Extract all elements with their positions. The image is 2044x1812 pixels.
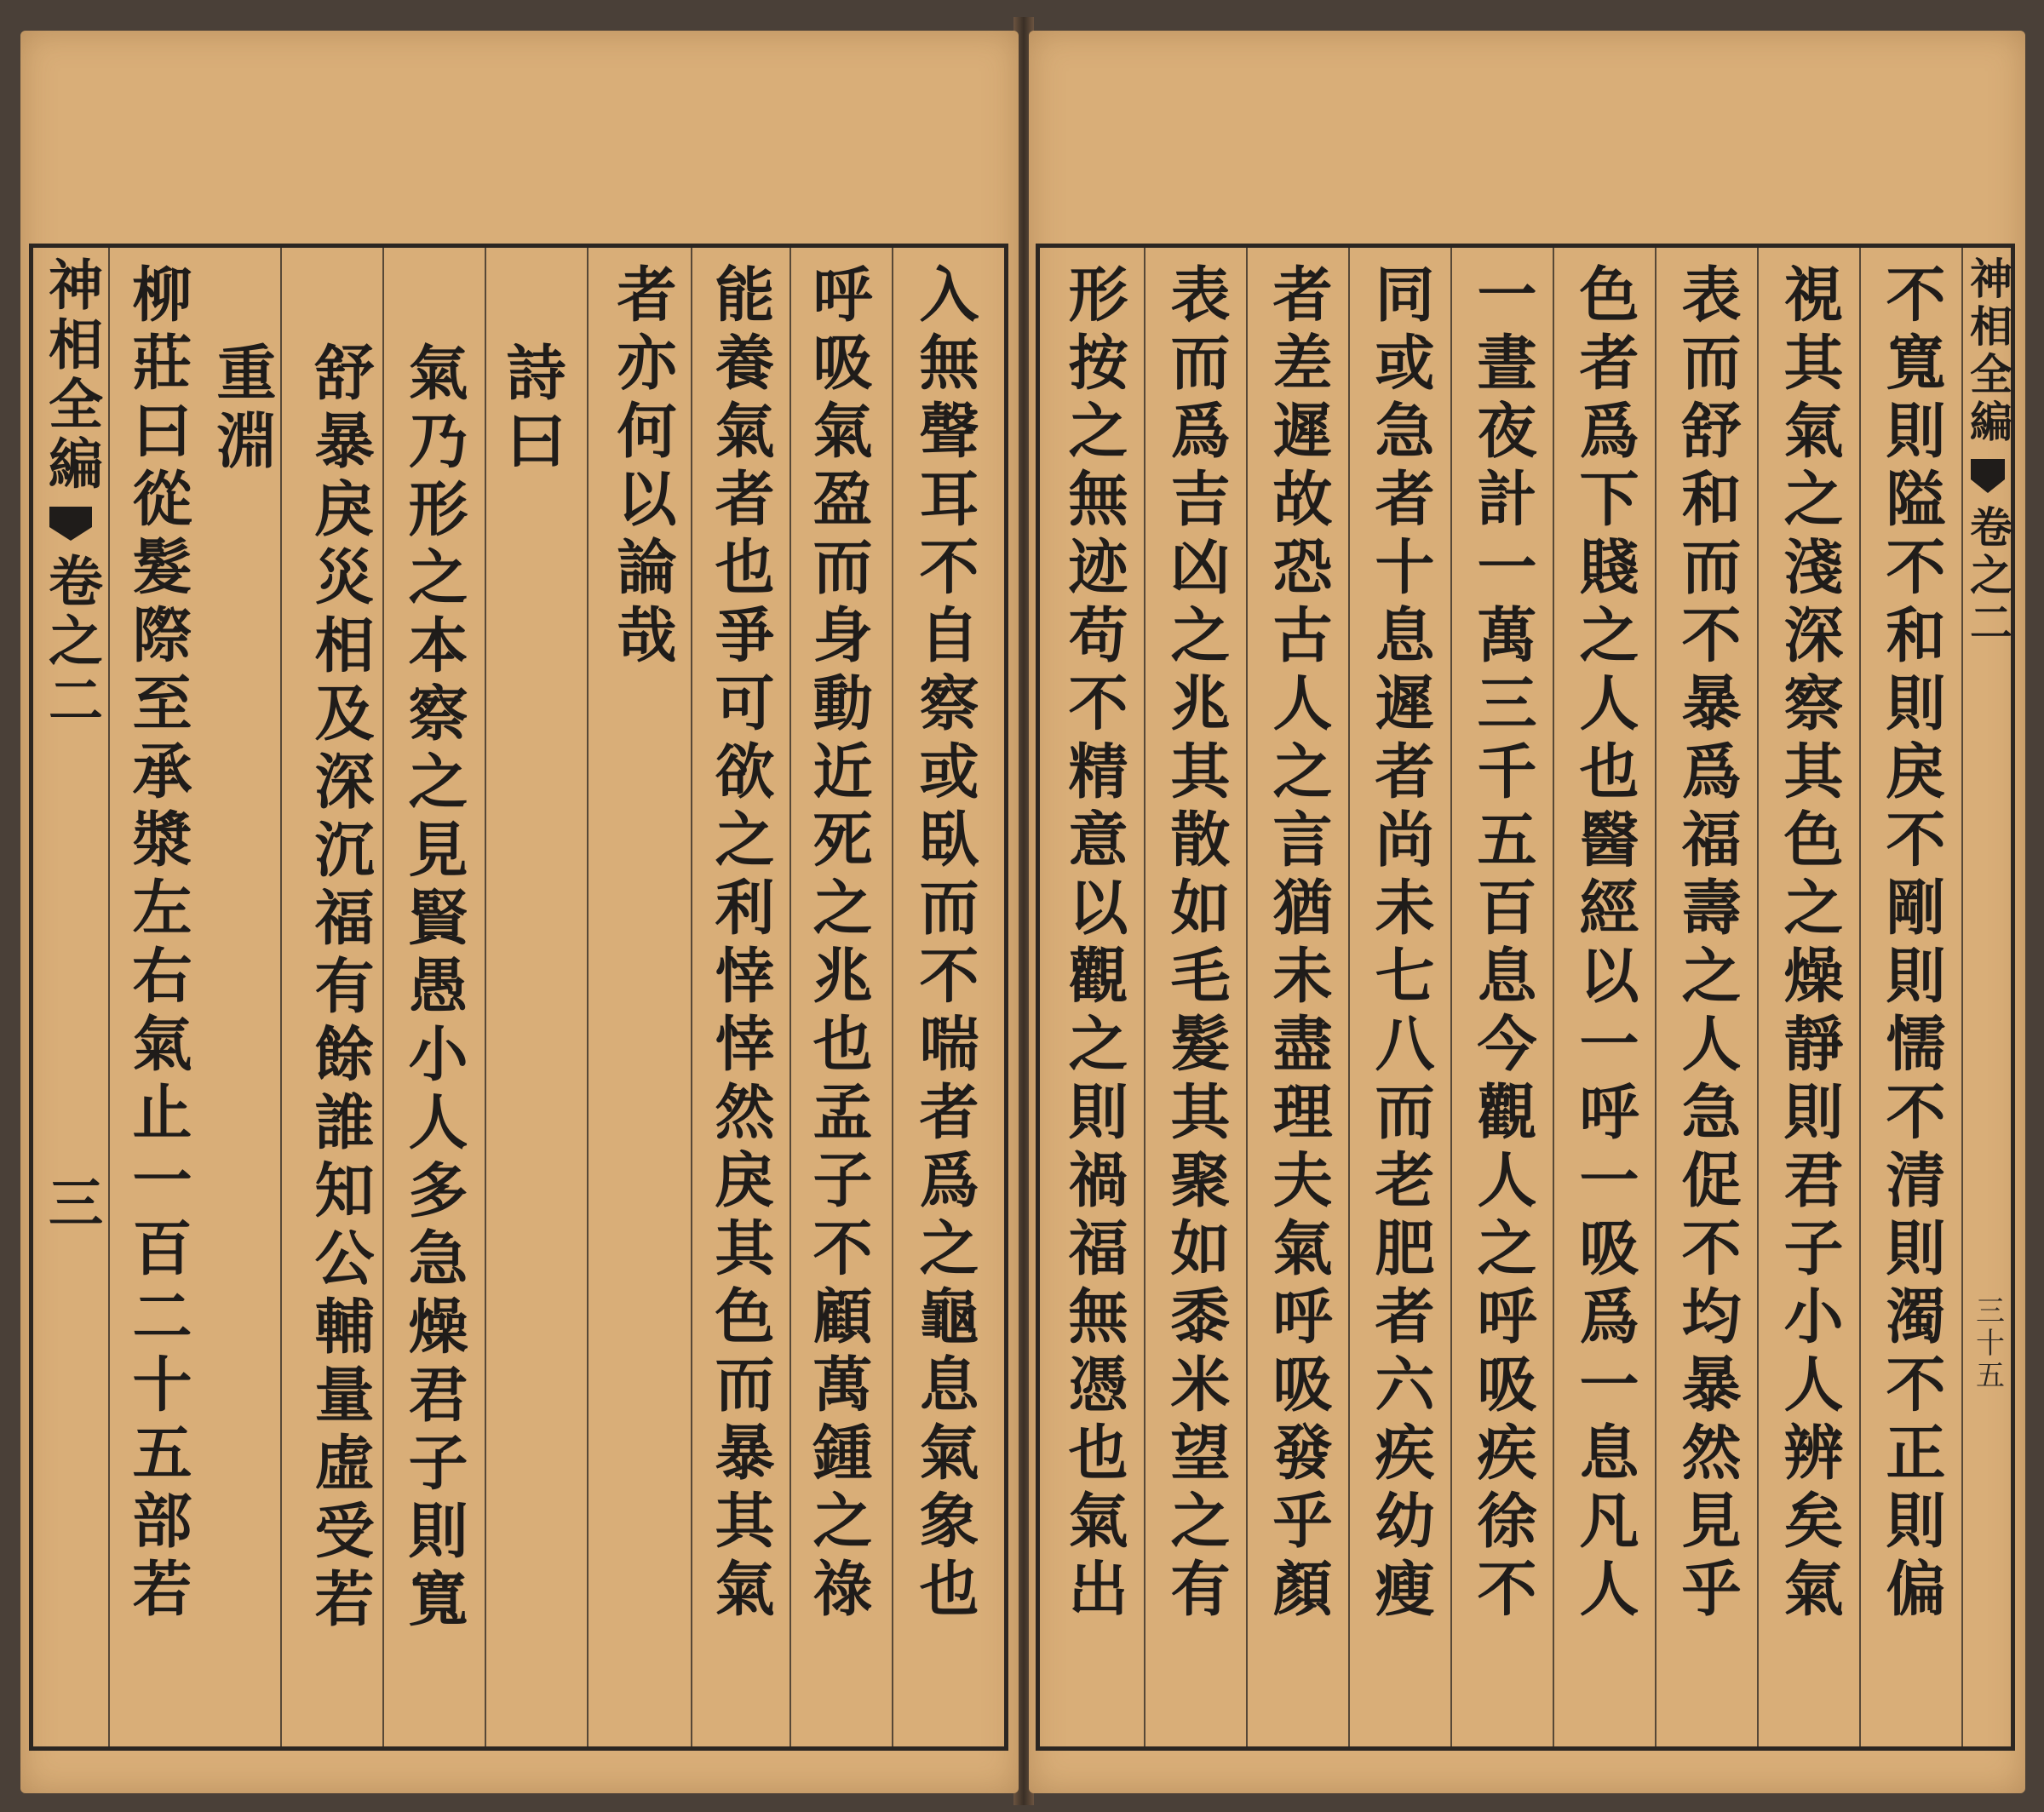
text-column	[1762, 248, 1856, 1746]
column-text: 者差遲故恐古人之言猶未盡理夫氣呼吸發乎顏	[1263, 263, 1334, 1626]
column-text: 詩曰	[497, 341, 567, 478]
column-text: 形按之無迹苟不精意以觀之則禍福無憑也氣出	[1059, 263, 1129, 1626]
fishtail-mark	[49, 507, 92, 541]
text-column	[1251, 248, 1345, 1746]
left-banxin-volume: 卷之二	[39, 553, 103, 731]
column-rule	[1757, 248, 1759, 1746]
column-text: 表而爲吉凶之兆其散如毛髮其聚如黍米望之有	[1161, 263, 1232, 1626]
text-column	[297, 248, 382, 1746]
text-column	[698, 248, 783, 1746]
text-column	[1660, 248, 1754, 1746]
text-column	[115, 248, 200, 1746]
column-rule	[691, 248, 692, 1746]
column-rule	[892, 248, 893, 1746]
column-rule	[587, 248, 589, 1746]
column-rule	[1961, 248, 1963, 1746]
column-rule	[789, 248, 791, 1746]
column-text: 入無聲耳不自察或臥而不喘者爲之龜息氣象也	[910, 263, 980, 1626]
left-page-frame	[29, 244, 1008, 1751]
column-text: 呼吸氣盈而身動近死之兆也孟子不顧萬鍾之祿	[803, 263, 874, 1626]
column-rule	[1144, 248, 1145, 1746]
column-text: 柳莊曰從髮際至承漿左右氣止一百二十五部若	[123, 263, 193, 1626]
column-text: 色者爲下賤之人也醫經以一呼一吸爲一息凡人	[1570, 263, 1640, 1626]
text-column	[1864, 248, 1958, 1746]
left-banxin-page-number: 三	[39, 1174, 103, 1234]
text-column	[391, 248, 476, 1746]
column-rule	[1246, 248, 1248, 1746]
column-text: 者亦何以論哉	[607, 263, 678, 672]
left-banxin	[37, 248, 105, 1746]
text-column	[898, 248, 991, 1746]
right-page	[1029, 31, 2025, 1793]
text-column	[795, 248, 881, 1746]
column-rule	[1450, 248, 1452, 1746]
right-banxin	[1965, 248, 2011, 1746]
column-rule	[1348, 248, 1350, 1746]
column-text: 不寬則隘不和則戾不剛則懦不清則濁不正則偏	[1876, 263, 1947, 1626]
left-page	[20, 31, 1019, 1793]
column-text: 重淵	[207, 341, 278, 478]
column-text: 氣乃形之本察之見賢愚小人多急燥君子則寬	[399, 341, 469, 1636]
text-column	[1149, 248, 1243, 1746]
text-column	[1047, 248, 1140, 1746]
column-rule	[108, 248, 110, 1746]
text-column	[1558, 248, 1651, 1746]
column-text: 視其氣之淺深察其色之燥靜則君子小人辨矣氣	[1774, 263, 1845, 1626]
column-rule	[1655, 248, 1656, 1746]
right-banxin-volume: 卷之二	[1963, 505, 2013, 648]
right-page-frame	[1036, 244, 2015, 1751]
text-column	[1455, 248, 1549, 1746]
column-text: 同或急者十息遲者尚未七八而老肥者六疾幼瘦	[1365, 263, 1436, 1626]
fishtail-mark	[1971, 459, 2005, 493]
right-banxin-page-number: 三十五	[1970, 1295, 2005, 1392]
column-rule	[1859, 248, 1861, 1746]
column-text: 舒暴戾災相及深沉福有餘誰知公輔量虛受若	[305, 341, 376, 1636]
column-text: 一晝夜計一萬三千五百息今觀人之呼吸疾徐不	[1467, 263, 1538, 1626]
column-text: 表而舒和而不暴爲福壽之人急促不均暴然見乎	[1672, 263, 1743, 1626]
text-column	[489, 248, 574, 1746]
column-rule	[485, 248, 486, 1746]
column-rule	[280, 248, 282, 1746]
column-rule	[1553, 248, 1554, 1746]
left-banxin-title: 神相全編	[39, 256, 103, 495]
right-banxin-title: 神相全編	[1963, 256, 2013, 447]
column-text: 能養氣者也爭可欲之利悻悻然戾其色而暴其氣	[705, 263, 776, 1626]
text-column	[204, 248, 280, 1746]
column-rule	[382, 248, 384, 1746]
text-column	[600, 248, 685, 1746]
text-column	[1353, 248, 1447, 1746]
